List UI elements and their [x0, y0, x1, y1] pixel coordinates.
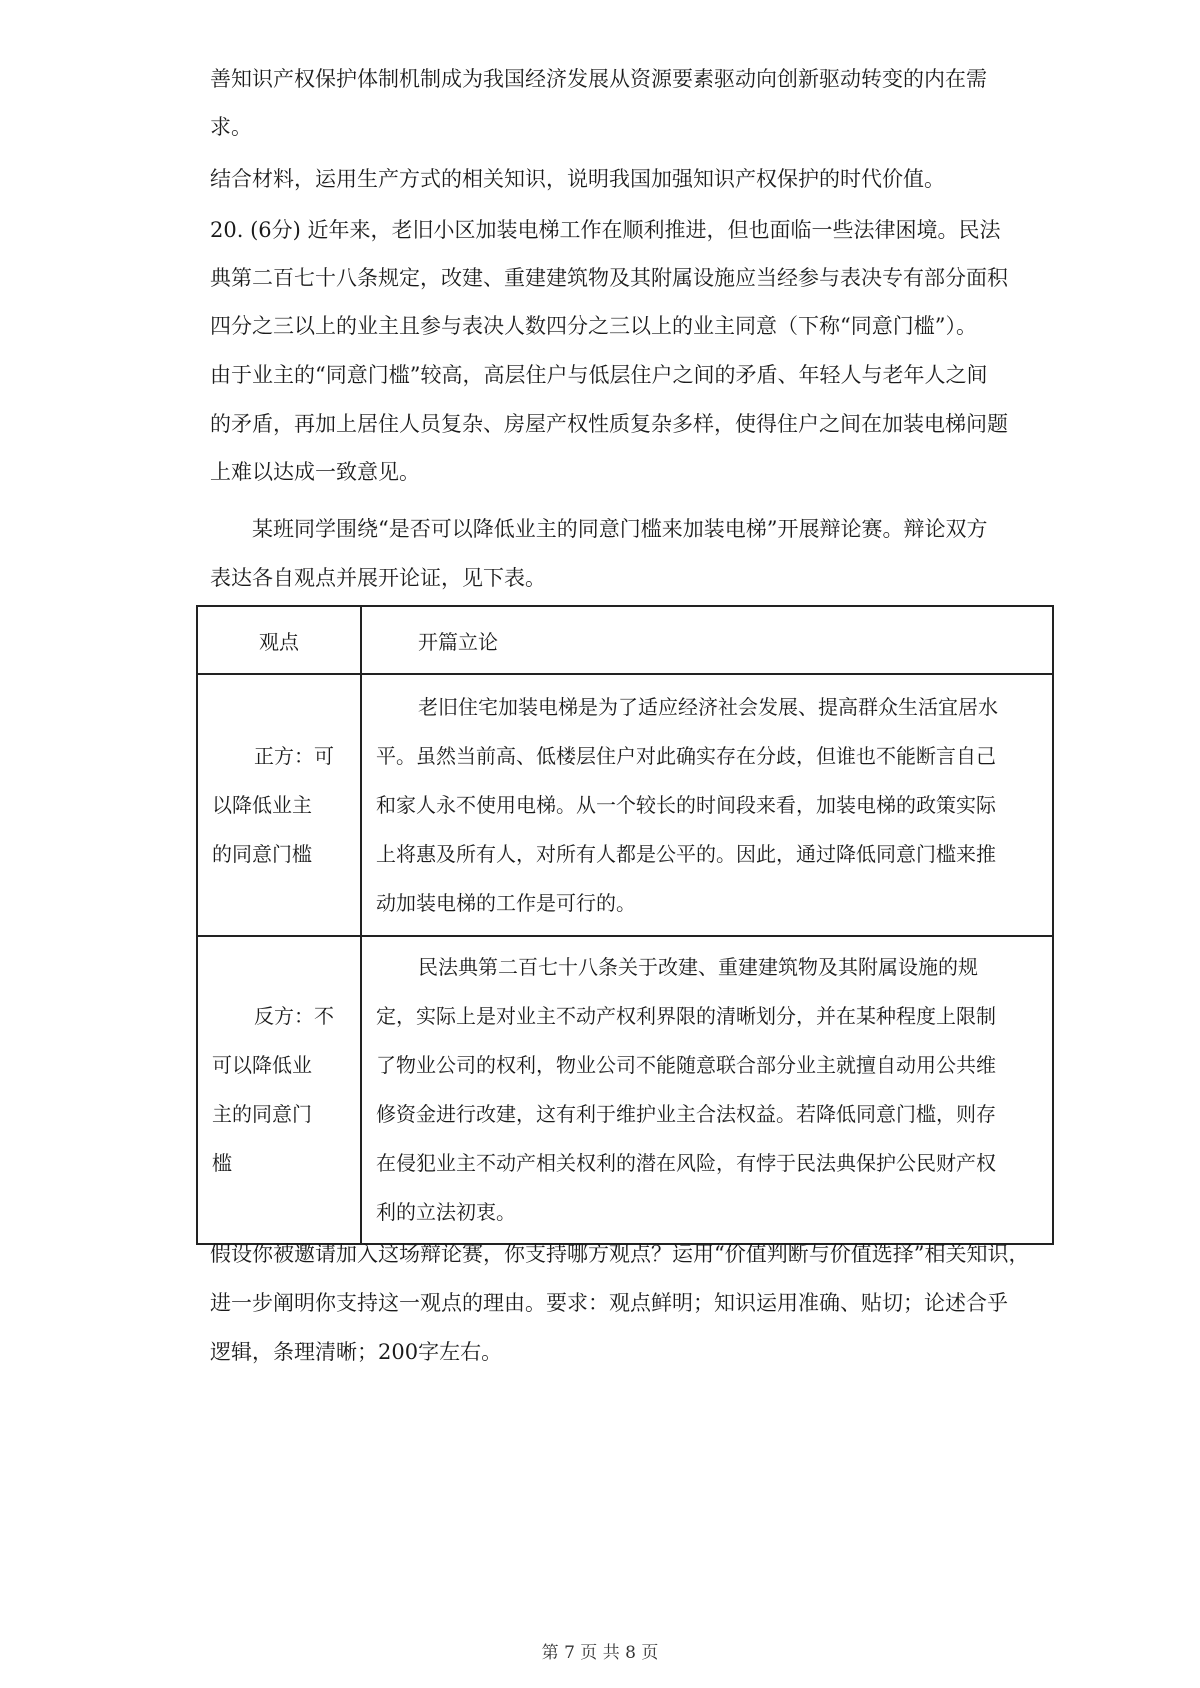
header-view: 观点: [197, 606, 361, 674]
pro-argument-line: 上将惠及所有人，对所有人都是公平的。因此，通过降低同意门槛来推: [376, 841, 996, 866]
question-20-line: 的矛盾，再加上居住人员复杂、房屋产权性质复杂多样，使得住户之间在加装电梯问题: [210, 412, 1008, 436]
pro-argument-line: 老旧住宅加装电梯是为了适应经济社会发展、提高群众生活宜居水: [418, 694, 998, 719]
question-20-line: 20. (6分) 近年来，老旧小区加装电梯工作在顺利推进，但也面临一些法律困境。民法: [210, 218, 1001, 242]
con-argument-line: 利的立法初衷。: [376, 1200, 516, 1224]
question-line: 假设你被邀请加入这场辩论赛，你支持哪方观点？运用“价值判断与价值选择”相关知识，: [210, 1242, 1030, 1266]
pro-argument-line: 平。虽然当前高、低楼层住户对此确实存在分歧，但谁也不能断言自己: [376, 743, 996, 768]
con-argument-line: 定，实际上是对业主不动产权利界限的清晰划分，并在某种程度上限制: [376, 1004, 996, 1028]
page-footer: 第 7 页 共 8 页: [541, 1643, 659, 1663]
con-argument-cell: [361, 936, 1053, 1244]
con-view-line: 可以降低业: [212, 1053, 312, 1077]
pro-view-cell: [197, 674, 361, 936]
intro-line: 表达各自观点并展开论证，见下表。: [210, 566, 546, 590]
question-20-line: 上难以达成一致意见。: [210, 460, 420, 484]
paragraph-line: 善知识产权保护体制机制成为我国经济发展从资源要素驱动向创新驱动转变的内在需: [210, 67, 987, 91]
table-row-con: [197, 936, 1053, 1244]
paragraph-line: 求。: [210, 115, 252, 139]
con-argument-line: 民法典第二百七十八条关于改建、重建建筑物及其附属设施的规: [418, 955, 978, 979]
question-line: 进一步阐明你支持这一观点的理由。要求：观点鲜明；知识运用准确、贴切；论述合乎: [210, 1291, 1008, 1315]
con-view-line: 反方：不: [254, 1004, 334, 1028]
con-view-cell: [197, 936, 361, 1244]
intro-line: 某班同学围绕“是否可以降低业主的同意门槛来加装电梯”开展辩论赛。辩论双方: [252, 517, 988, 541]
pro-argument-line: 动加装电梯的工作是可行的。: [376, 890, 636, 915]
table-row-pro: [197, 674, 1053, 936]
con-argument-line: 在侵犯业主不动产相关权利的潜在风险，有悖于民法典保护公民财产权: [376, 1151, 996, 1175]
pro-argument-line: 和家人永不使用电梯。从一个较长的时间段来看，加装电梯的政策实际: [376, 792, 996, 817]
pro-view-line: 正方：可: [254, 743, 334, 768]
con-argument-line: 修资金进行改建，这有利于维护业主合法权益。若降低同意门槛，则存: [376, 1102, 996, 1126]
pro-view-line: 以降低业主: [212, 792, 312, 817]
con-view-line: 槛: [212, 1151, 232, 1175]
paragraph-line: 结合材料，运用生产方式的相关知识，说明我国加强知识产权保护的时代价值。: [210, 167, 945, 191]
debate-table: [196, 605, 1054, 1245]
question-20-line: 由于业主的“同意门槛”较高，高层住户与低层住户之间的矛盾、年轻人与老年人之间: [210, 363, 988, 387]
question-20-line: 四分之三以上的业主且参与表决人数四分之三以上的业主同意（下称“同意门槛”）。: [210, 314, 977, 338]
table-header-row: [197, 606, 1053, 674]
con-argument-line: 了物业公司的权利，物业公司不能随意联合部分业主就擅自动用公共维: [376, 1053, 996, 1077]
con-view-line: 主的同意门: [212, 1102, 312, 1126]
pro-argument-cell: [361, 674, 1053, 936]
question-line: 逻辑，条理清晰；200字左右。: [210, 1340, 503, 1364]
question-20-line: 典第二百七十八条规定，改建、重建建筑物及其附属设施应当经参与表决专有部分面积: [210, 266, 1008, 290]
pro-view-line: 的同意门槛: [212, 841, 312, 866]
header-argument: 开篇立论: [361, 606, 1053, 674]
